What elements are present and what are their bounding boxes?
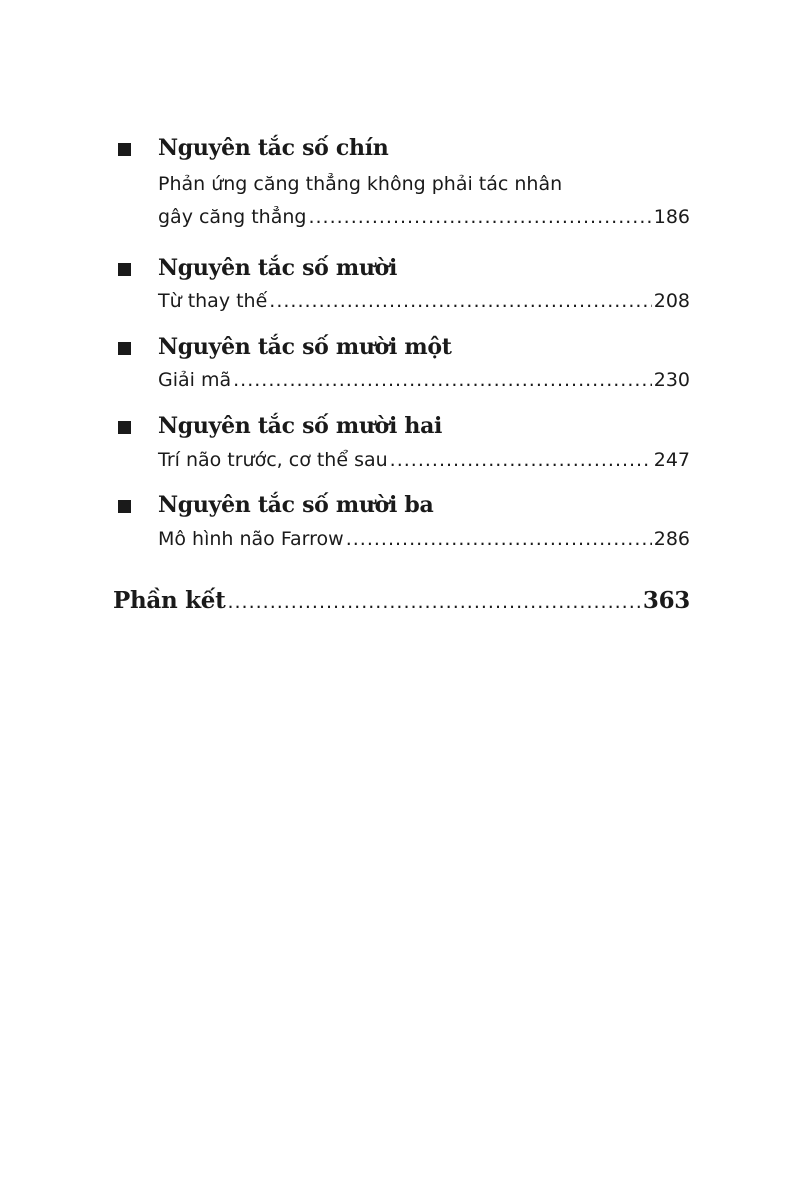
toc-entry-title: Từ thay thế	[158, 290, 268, 312]
toc-entry-title: Giải mã	[158, 369, 232, 391]
toc-entry-title-line	[158, 171, 690, 197]
dot-leader	[346, 526, 652, 552]
toc-entry	[118, 333, 690, 397]
toc-entry-page-number: 208	[653, 290, 690, 312]
toc-entry-heading: Nguyên tắc số mười hai	[158, 413, 443, 439]
dot-leader	[390, 447, 652, 473]
dot-leader	[227, 587, 640, 617]
toc-entry-title-line[interactable]	[158, 447, 690, 473]
toc-entry-page-number: 186	[653, 206, 690, 228]
toc-entry-title-line[interactable]	[158, 526, 690, 552]
toc-entry-title: Mô hình não Farrow	[158, 528, 344, 550]
toc-entry-heading: Nguyên tắc số chín	[158, 135, 389, 161]
toc-entry-heading: Nguyên tắc số mười một	[158, 334, 452, 360]
dot-leader	[269, 288, 651, 314]
toc-entry	[118, 412, 690, 476]
toc-entry-page-number: 230	[653, 369, 690, 391]
toc-entry-title-line[interactable]	[158, 288, 690, 314]
toc-entry-title: gây căng thẳng	[158, 206, 307, 228]
toc-entry-heading: Nguyên tắc số mười ba	[158, 492, 434, 518]
square-bullet-icon	[118, 421, 131, 434]
square-bullet-icon	[118, 263, 131, 276]
toc-entry-heading: Nguyên tắc số mười	[158, 255, 398, 281]
toc-entry	[118, 491, 690, 555]
dot-leader	[233, 367, 652, 393]
toc-entry-title: Trí não trước, cơ thể sau	[158, 449, 388, 471]
toc-final-entry[interactable]	[113, 586, 690, 617]
square-bullet-icon	[118, 143, 131, 156]
toc-final-page-number: 363	[642, 587, 690, 614]
toc-entry-title-line[interactable]	[158, 204, 690, 230]
toc-final-title: Phần kết	[113, 587, 226, 614]
toc-entry-page-number: 247	[653, 449, 690, 471]
toc-entry	[118, 254, 690, 318]
toc-entry-title-line[interactable]	[158, 367, 690, 393]
toc-entry-title: Phản ứng căng thẳng không phải tác nhân	[158, 173, 563, 195]
square-bullet-icon	[118, 500, 131, 513]
toc-entry	[118, 134, 690, 234]
square-bullet-icon	[118, 342, 131, 355]
toc-entry-page-number: 286	[653, 528, 690, 550]
dot-leader	[308, 204, 651, 230]
